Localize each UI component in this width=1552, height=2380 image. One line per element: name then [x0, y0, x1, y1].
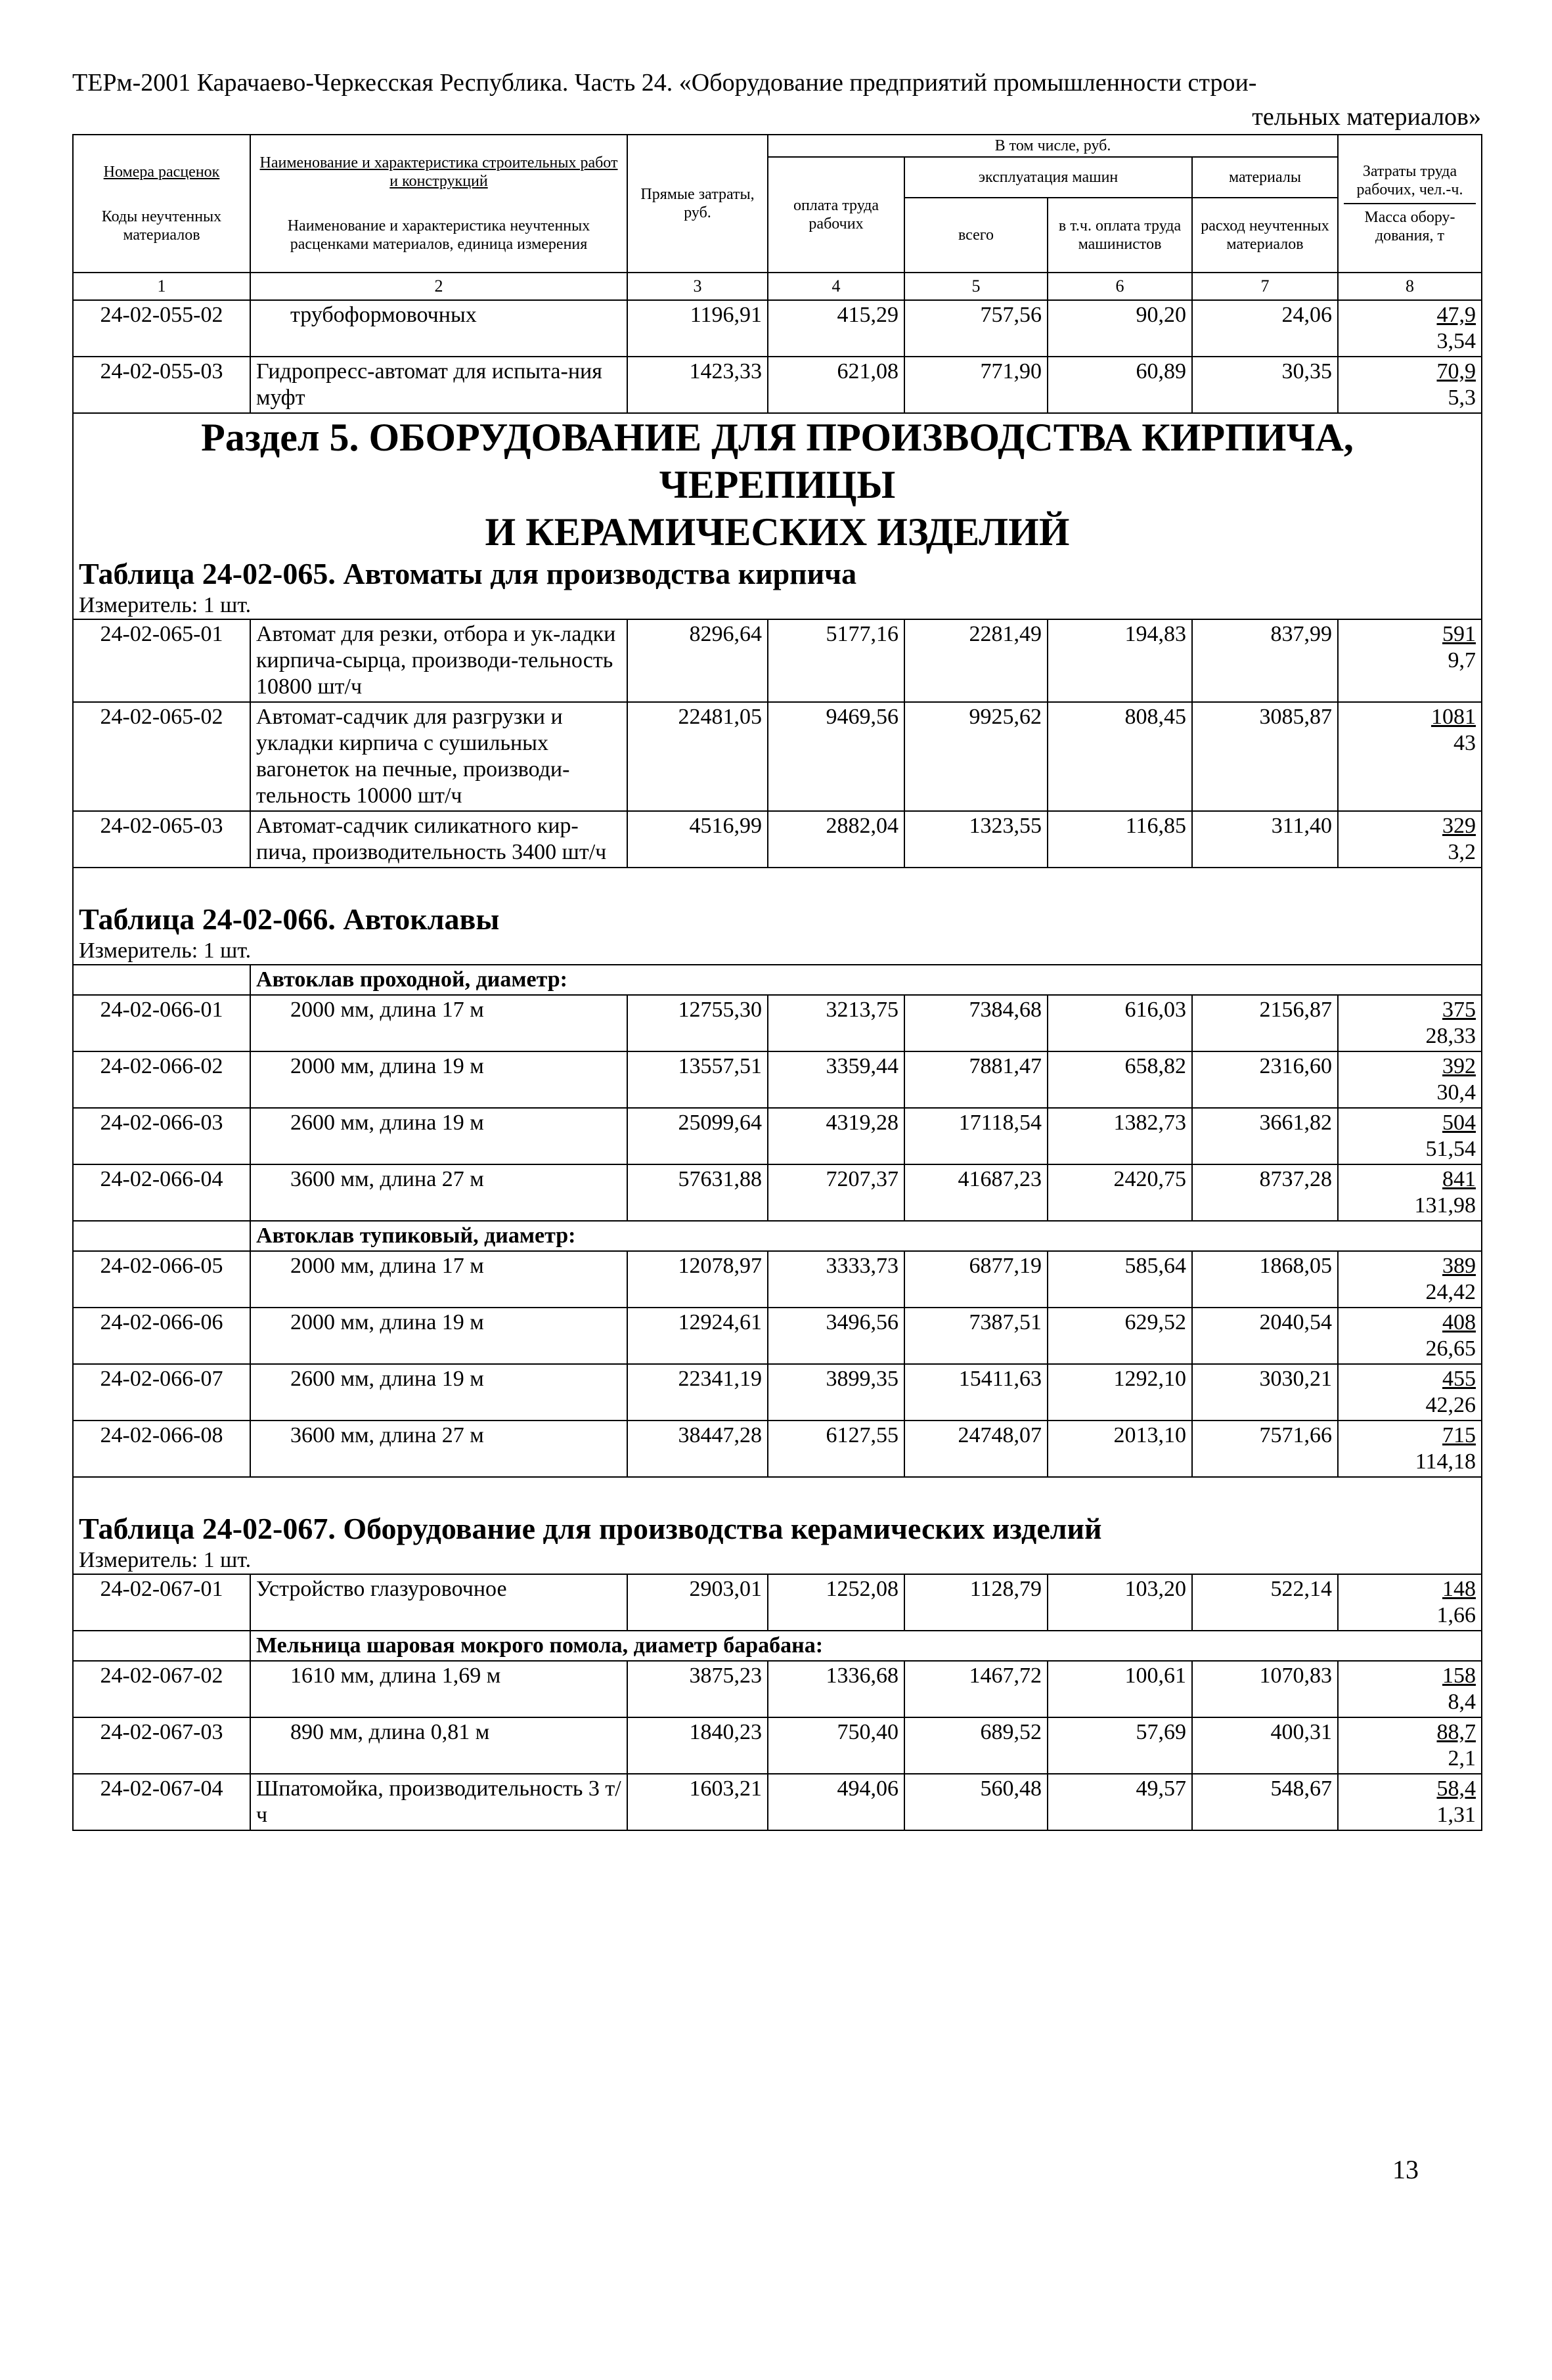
- row-direct: 2903,01: [627, 1574, 768, 1631]
- row-machines: 7384,68: [904, 995, 1048, 1051]
- row-machines: 1467,72: [904, 1661, 1048, 1717]
- header-line1: ТЕРм-2001 Карачаево-Черкесская Республика. Часть 24. «Оборудование предприятий промышленности строи-: [72, 69, 1257, 97]
- row-code: 24-02-066-02: [73, 1051, 250, 1108]
- row-operators: 1382,73: [1048, 1108, 1192, 1164]
- row-code: 24-02-066-08: [73, 1421, 250, 1477]
- table-row: [73, 1108, 1482, 1164]
- mass: 2,1: [1448, 1746, 1476, 1771]
- row-labor: 415,29: [768, 300, 904, 357]
- row-direct: 13557,51: [627, 1051, 768, 1108]
- table-066-measure-row: [73, 938, 1482, 965]
- row-operators: 60,89: [1048, 357, 1192, 413]
- row-name: трубоформовочных: [250, 300, 627, 357]
- row-name: 2000 мм, длина 17 м: [250, 1251, 627, 1308]
- table-row: [73, 300, 1482, 357]
- labor-hours: 455: [1442, 1367, 1476, 1391]
- col8-header: [1338, 135, 1482, 273]
- row-code: 24-02-066-04: [73, 1164, 250, 1221]
- col-number: 5: [904, 273, 1048, 300]
- row-labor-mass: [1338, 1164, 1482, 1221]
- mass: 26,65: [1425, 1336, 1476, 1361]
- table-row: [73, 1421, 1482, 1477]
- row-labor-mass: [1338, 1108, 1482, 1164]
- table-row: [73, 995, 1482, 1051]
- mass: 43: [1453, 731, 1476, 755]
- row-operators: 90,20: [1048, 300, 1192, 357]
- col7-header: расход неучтенных материалов: [1192, 198, 1338, 273]
- row-operators: 194,83: [1048, 619, 1192, 702]
- price-table: [72, 134, 1482, 1831]
- table-066-title-row: [73, 868, 1482, 938]
- row-materials: 311,40: [1192, 811, 1338, 868]
- table-row: [73, 1308, 1482, 1364]
- labor-hours: 408: [1442, 1310, 1476, 1334]
- col-number: 7: [1192, 273, 1338, 300]
- row-machines: 7881,47: [904, 1051, 1048, 1108]
- row-operators: 585,64: [1048, 1251, 1192, 1308]
- table-row: [73, 1051, 1482, 1108]
- row-labor-mass: [1338, 1774, 1482, 1830]
- header-row-1: [73, 135, 1482, 157]
- row-direct: 4516,99: [627, 811, 768, 868]
- col3-header: Прямые затраты, руб.: [627, 135, 768, 273]
- section-row: [73, 413, 1482, 556]
- table-066-group1: Автоклав проходной, диаметр:: [250, 965, 1482, 995]
- table-065-measure: Измеритель: 1 шт.: [73, 592, 1482, 619]
- labor-hours: 504: [1442, 1111, 1476, 1135]
- row-code: 24-02-066-01: [73, 995, 250, 1051]
- row-code: 24-02-055-03: [73, 357, 250, 413]
- mass: 114,18: [1415, 1449, 1476, 1474]
- labor-hours: 375: [1442, 998, 1476, 1022]
- row-operators: 1292,10: [1048, 1364, 1192, 1421]
- mass: 1,31: [1436, 1803, 1476, 1827]
- table-067-title-row: [73, 1477, 1482, 1547]
- row-direct: 1840,23: [627, 1717, 768, 1774]
- row-materials: 2156,87: [1192, 995, 1338, 1051]
- row-operators: 116,85: [1048, 811, 1192, 868]
- materials-header: материалы: [1192, 157, 1338, 198]
- group-header: В том числе, руб.: [768, 135, 1338, 157]
- table-067-group: Мельница шаровая мокрого помола, диаметр барабана:: [250, 1631, 1482, 1661]
- row-labor-mass: [1338, 300, 1482, 357]
- labor-hours: 591: [1442, 622, 1476, 646]
- row-labor-mass: [1338, 1251, 1482, 1308]
- row-materials: 1070,83: [1192, 1661, 1338, 1717]
- mass: 5,3: [1448, 386, 1476, 410]
- group-row: [73, 1631, 1482, 1661]
- row-machines: 2281,49: [904, 619, 1048, 702]
- mass: 9,7: [1448, 648, 1476, 672]
- row-operators: 2420,75: [1048, 1164, 1192, 1221]
- table-066-measure: Измеритель: 1 шт.: [73, 938, 1482, 965]
- row-labor-mass: [1338, 1574, 1482, 1631]
- table-row: [73, 811, 1482, 868]
- row-direct: 12755,30: [627, 995, 768, 1051]
- row-labor: 1252,08: [768, 1574, 904, 1631]
- row-labor-mass: [1338, 995, 1482, 1051]
- mass: 3,2: [1448, 840, 1476, 864]
- row-direct: 12924,61: [627, 1308, 768, 1364]
- mass: 24,42: [1425, 1280, 1476, 1304]
- labor-hours: 715: [1442, 1423, 1476, 1447]
- table-row: [73, 1364, 1482, 1421]
- section-title-line2: И КЕРАМИЧЕСКИХ ИЗДЕЛИЙ: [485, 510, 1070, 554]
- col-number: 1: [73, 273, 250, 300]
- table-065-title-row: [73, 556, 1482, 592]
- section-title-line1: Раздел 5. ОБОРУДОВАНИЕ ДЛЯ ПРОИЗВОДСТВА КИРПИЧА, ЧЕРЕПИЦЫ: [201, 416, 1354, 506]
- row-operators: 808,45: [1048, 702, 1192, 811]
- row-labor: 3213,75: [768, 995, 904, 1051]
- row-name: 3600 мм, длина 27 м: [250, 1421, 627, 1477]
- col2-header-top: Наименование и характеристика строительных работ и конструкций: [259, 154, 618, 190]
- row-operators: 100,61: [1048, 1661, 1192, 1717]
- mass: 131,98: [1414, 1193, 1476, 1218]
- row-name: 2000 мм, длина 19 м: [250, 1051, 627, 1108]
- row-labor: 750,40: [768, 1717, 904, 1774]
- labor-hours: 148: [1442, 1577, 1476, 1601]
- col2-header: [250, 135, 627, 273]
- row-materials: 400,31: [1192, 1717, 1338, 1774]
- table-row: [73, 1717, 1482, 1774]
- row-code: 24-02-065-01: [73, 619, 250, 702]
- row-direct: 25099,64: [627, 1108, 768, 1164]
- labor-hours: 88,7: [1436, 1720, 1476, 1744]
- row-machines: 757,56: [904, 300, 1048, 357]
- row-name: 1610 мм, длина 1,69 м: [250, 1661, 627, 1717]
- row-code: 24-02-067-01: [73, 1574, 250, 1631]
- row-materials: 2316,60: [1192, 1051, 1338, 1108]
- row-machines: 41687,23: [904, 1164, 1048, 1221]
- mass: 8,4: [1448, 1690, 1476, 1714]
- col-number: 4: [768, 273, 904, 300]
- row-machines: 6877,19: [904, 1251, 1048, 1308]
- table-row: [73, 1774, 1482, 1830]
- table-row: [73, 1574, 1482, 1631]
- row-labor: 6127,55: [768, 1421, 904, 1477]
- row-name: Автомат-садчик силикатного кир-пича, производительность 3400 шт/ч: [250, 811, 627, 868]
- header-line2: тельных материалов»: [1252, 103, 1481, 131]
- col-number: 2: [250, 273, 627, 300]
- table-066-title: Таблица 24-02-066. Автоклавы: [73, 868, 1482, 938]
- table-row: [73, 1164, 1482, 1221]
- labor-hours: 1081: [1431, 705, 1476, 729]
- table-row: [73, 702, 1482, 811]
- row-materials: 1868,05: [1192, 1251, 1338, 1308]
- row-direct: 22341,19: [627, 1364, 768, 1421]
- col4-header: оплата труда рабочих: [768, 157, 904, 273]
- row-machines: 1323,55: [904, 811, 1048, 868]
- row-direct: 57631,88: [627, 1164, 768, 1221]
- row-machines: 560,48: [904, 1774, 1048, 1830]
- table-row: [73, 1251, 1482, 1308]
- row-materials: 8737,28: [1192, 1164, 1338, 1221]
- row-labor: 5177,16: [768, 619, 904, 702]
- row-materials: 30,35: [1192, 357, 1338, 413]
- row-machines: 771,90: [904, 357, 1048, 413]
- row-materials: 3030,21: [1192, 1364, 1338, 1421]
- labor-hours: 47,9: [1436, 303, 1476, 327]
- row-name: Шпатомойка, производительность 3 т/ч: [250, 1774, 627, 1830]
- table-066-group2: Автоклав тупиковый, диаметр:: [250, 1221, 1482, 1251]
- row-machines: 689,52: [904, 1717, 1048, 1774]
- row-labor-mass: [1338, 357, 1482, 413]
- labor-hours: 58,4: [1436, 1776, 1476, 1801]
- row-labor: 9469,56: [768, 702, 904, 811]
- row-name: Автомат-садчик для разгрузки и укладки кирпича с сушильных вагонеток на печные, производи-тельность 10000 шт/ч: [250, 702, 627, 811]
- row-direct: 8296,64: [627, 619, 768, 702]
- row-operators: 616,03: [1048, 995, 1192, 1051]
- row-machines: 15411,63: [904, 1364, 1048, 1421]
- row-labor-mass: [1338, 1661, 1482, 1717]
- table-067-measure-row: [73, 1547, 1482, 1574]
- row-code: 24-02-067-04: [73, 1774, 250, 1830]
- row-name: 2000 мм, длина 19 м: [250, 1308, 627, 1364]
- row-code: 24-02-066-05: [73, 1251, 250, 1308]
- row-name: Автомат для резки, отбора и ук-ладки кирпича-сырца, производи-тельность 10800 шт/ч: [250, 619, 627, 702]
- row-machines: 17118,54: [904, 1108, 1048, 1164]
- row-operators: 49,57: [1048, 1774, 1192, 1830]
- col1-header-bottom: Коды неучтенных материалов: [101, 208, 222, 244]
- row-direct: 12078,97: [627, 1251, 768, 1308]
- row-operators: 2013,10: [1048, 1421, 1192, 1477]
- mass: 28,33: [1425, 1024, 1476, 1048]
- mass: 51,54: [1425, 1137, 1476, 1161]
- row-name: 890 мм, длина 0,81 м: [250, 1717, 627, 1774]
- row-name: 2600 мм, длина 19 м: [250, 1364, 627, 1421]
- col8-header-top: Затраты труда рабочих, чел.-ч.: [1344, 162, 1476, 204]
- row-operators: 629,52: [1048, 1308, 1192, 1364]
- row-operators: 658,82: [1048, 1051, 1192, 1108]
- table-row: [73, 1661, 1482, 1717]
- col2-header-bottom: Наименование и характеристика неучтенных расценками материалов, единица измерения: [287, 217, 590, 253]
- col5-header: всего: [904, 198, 1048, 273]
- row-labor: 7207,37: [768, 1164, 904, 1221]
- row-direct: 38447,28: [627, 1421, 768, 1477]
- row-labor: 2882,04: [768, 811, 904, 868]
- row-labor-mass: [1338, 1421, 1482, 1477]
- mass: 1,66: [1436, 1603, 1476, 1627]
- col1-header-top: Номера расценок: [103, 164, 220, 181]
- row-code: 24-02-066-07: [73, 1364, 250, 1421]
- labor-hours: 392: [1442, 1054, 1476, 1078]
- labor-hours: 329: [1442, 814, 1476, 838]
- row-labor-mass: [1338, 1717, 1482, 1774]
- row-machines: 7387,51: [904, 1308, 1048, 1364]
- table-row: [73, 357, 1482, 413]
- col8-header-bottom: Масса обору-дования, т: [1364, 209, 1455, 244]
- row-name: Гидропресс-автомат для испыта-ния муфт: [250, 357, 627, 413]
- mass: 3,54: [1436, 329, 1476, 353]
- document-frame: [72, 134, 1481, 2380]
- row-labor: 3899,35: [768, 1364, 904, 1421]
- row-name: 3600 мм, длина 27 м: [250, 1164, 627, 1221]
- table-row: [73, 619, 1482, 702]
- row-materials: 3661,82: [1192, 1108, 1338, 1164]
- group-row: [73, 965, 1482, 995]
- row-labor: 3333,73: [768, 1251, 904, 1308]
- row-labor: 3496,56: [768, 1308, 904, 1364]
- page-header: [72, 66, 1481, 134]
- row-operators: 103,20: [1048, 1574, 1192, 1631]
- mass: 42,26: [1425, 1393, 1476, 1417]
- row-machines: 24748,07: [904, 1421, 1048, 1477]
- row-name: Устройство глазуровочное: [250, 1574, 627, 1631]
- row-labor: 1336,68: [768, 1661, 904, 1717]
- col-number: 8: [1338, 273, 1482, 300]
- row-name: 2600 мм, длина 19 м: [250, 1108, 627, 1164]
- row-labor: 621,08: [768, 357, 904, 413]
- row-labor-mass: [1338, 1308, 1482, 1364]
- row-materials: 7571,66: [1192, 1421, 1338, 1477]
- column-numbers-row: [73, 273, 1482, 300]
- row-machines: 9925,62: [904, 702, 1048, 811]
- row-code: 24-02-066-06: [73, 1308, 250, 1364]
- row-direct: 22481,05: [627, 702, 768, 811]
- row-machines: 1128,79: [904, 1574, 1048, 1631]
- col-number: 6: [1048, 273, 1192, 300]
- page-number: 13: [1392, 2155, 1419, 2184]
- row-labor-mass: [1338, 619, 1482, 702]
- row-code: 24-02-067-03: [73, 1717, 250, 1774]
- row-code: 24-02-067-02: [73, 1661, 250, 1717]
- row-name: 2000 мм, длина 17 м: [250, 995, 627, 1051]
- row-materials: 3085,87: [1192, 702, 1338, 811]
- labor-hours: 841: [1442, 1167, 1476, 1191]
- row-labor-mass: [1338, 1051, 1482, 1108]
- labor-hours: 70,9: [1436, 359, 1476, 384]
- row-code: 24-02-065-03: [73, 811, 250, 868]
- table-065-title: Таблица 24-02-065. Автоматы для производства кирпича: [73, 556, 1482, 592]
- row-labor-mass: [1338, 702, 1482, 811]
- labor-hours: 158: [1442, 1664, 1476, 1688]
- row-labor-mass: [1338, 1364, 1482, 1421]
- row-materials: 522,14: [1192, 1574, 1338, 1631]
- machines-header: эксплуатация машин: [904, 157, 1192, 198]
- section-title: [73, 413, 1482, 556]
- row-labor: 4319,28: [768, 1108, 904, 1164]
- col-number: 3: [627, 273, 768, 300]
- row-direct: 1196,91: [627, 300, 768, 357]
- row-code: 24-02-055-02: [73, 300, 250, 357]
- row-labor-mass: [1338, 811, 1482, 868]
- col1-header: [73, 135, 250, 273]
- table-065-measure-row: [73, 592, 1482, 619]
- table-067-title: Таблица 24-02-067. Оборудование для производства керамических изделий: [73, 1477, 1482, 1547]
- row-code: 24-02-065-02: [73, 702, 250, 811]
- row-materials: 837,99: [1192, 619, 1338, 702]
- row-materials: 548,67: [1192, 1774, 1338, 1830]
- mass: 30,4: [1436, 1080, 1476, 1105]
- table-067-measure: Измеритель: 1 шт.: [73, 1547, 1482, 1574]
- row-direct: 1423,33: [627, 357, 768, 413]
- col6-header: в т.ч. оплата труда машинистов: [1048, 198, 1192, 273]
- row-direct: 3875,23: [627, 1661, 768, 1717]
- row-direct: 1603,21: [627, 1774, 768, 1830]
- group-row: [73, 1221, 1482, 1251]
- row-materials: 24,06: [1192, 300, 1338, 357]
- row-materials: 2040,54: [1192, 1308, 1338, 1364]
- row-code: 24-02-066-03: [73, 1108, 250, 1164]
- labor-hours: 389: [1442, 1254, 1476, 1278]
- row-operators: 57,69: [1048, 1717, 1192, 1774]
- row-labor: 494,06: [768, 1774, 904, 1830]
- row-labor: 3359,44: [768, 1051, 904, 1108]
